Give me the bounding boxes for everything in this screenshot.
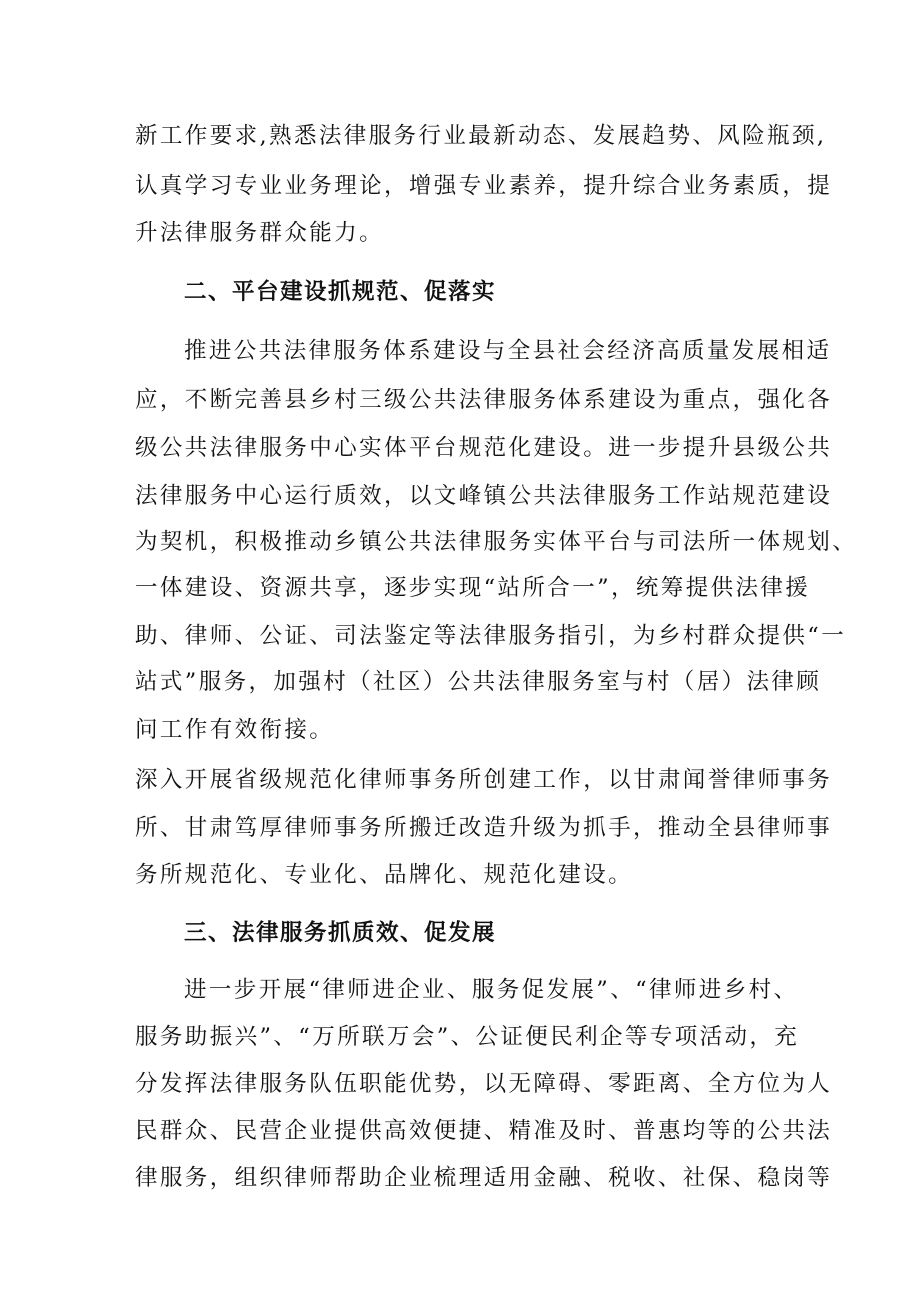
text-line: 认真学习专业业务理论，增强专业素养，提升综合业务素质，提 xyxy=(135,173,833,199)
text-line: 律服务，组织律师帮助企业梳理适用金融、税收、社保、稳岗等 xyxy=(135,1165,833,1191)
text-line: 站式”服务，加强村（社区）公共法律服务室与村（居）法律顾 xyxy=(135,669,822,695)
text-line: 问工作有效衔接。 xyxy=(135,717,335,743)
text-line: 民群众、民营企业提供高效便捷、精准及时、普惠均等的公共法 xyxy=(135,1118,833,1144)
section-heading: 二、平台建设抓规范、促落实 xyxy=(184,279,497,305)
text-line: 深入开展省级规范化律师事务所创建工作，以甘肃闻誉律师事务 xyxy=(135,767,833,793)
text-line: 法律服务中心运行质效，以文峰镇公共法律服务工作站规范建设 xyxy=(135,483,833,509)
text-line: 助、律师、公证、司法鉴定等法律服务指引，为乡村群众提供“一 xyxy=(135,623,847,649)
text-line: 进一步开展“律师进企业、服务促发展”、“律师进乡村、 xyxy=(184,977,799,1003)
section-heading: 三、法律服务抓质效、促发展 xyxy=(184,920,497,946)
text-line: 推进公共法律服务体系建设与全县社会经济高质量发展相适 xyxy=(184,338,832,364)
text-line: 新工作要求,熟悉法律服务行业最新动态、发展趋势、风险瓶颈, xyxy=(135,123,827,149)
text-line: 为契机，积极推动乡镇公共法律服务实体平台与司法所一体规划、 xyxy=(135,529,858,555)
text-line: 服务助振兴”、“万所联万会”、公证便民利企等专项活动，充 xyxy=(135,1024,800,1050)
text-line: 一体建设、资源共享，逐步实现“站所合一”，统筹提供法律援 xyxy=(135,575,811,601)
text-line: 分发挥法律服务队伍职能优势，以无障碍、零距离、全方位为人 xyxy=(135,1071,833,1097)
text-line: 级公共法律服务中心实体平台规范化建设。进一步提升县级公共 xyxy=(135,435,833,461)
text-line: 所、甘肃笃厚律师事务所搬迁改造升级为抓手，推动全县律师事 xyxy=(135,815,833,841)
text-line: 升法律服务群众能力。 xyxy=(135,220,385,246)
text-line: 务所规范化、专业化、品牌化、规范化建设。 xyxy=(135,862,634,888)
text-line: 应，不断完善县乡村三级公共法律服务体系建设为重点，强化各 xyxy=(135,387,833,413)
